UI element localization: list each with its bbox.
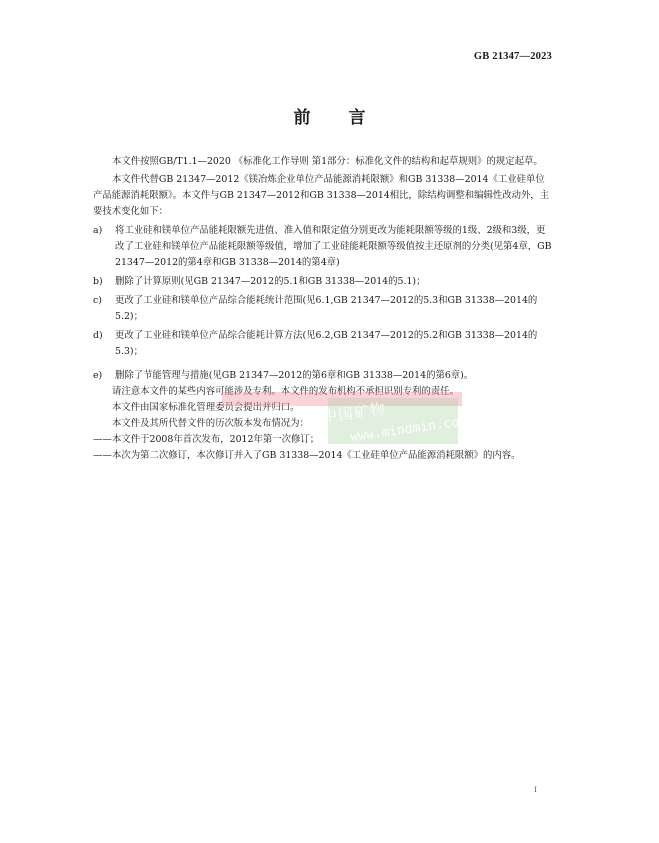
dash-marker: —— [93, 450, 112, 461]
list-item [93, 223, 554, 271]
list-item [93, 432, 554, 448]
list-item-text: 删除了节能管理与措施(见GB 21347—2012的第6章和GB 31338—2014的第6章)。 [115, 370, 474, 381]
list-item [93, 328, 554, 360]
list-item-text: 删除了计算原则(见GB 21347—2012的5.1和GB 31338—2014的5.1)； [115, 276, 426, 287]
list-item [93, 368, 554, 384]
list-marker: b) [93, 276, 103, 287]
changes-list [93, 223, 554, 384]
history-list [93, 432, 554, 464]
list-item-text: 更改了工业硅和镁单位产品综合能耗计算方法(见6.2,GB 21347—2012的5.2和GB 31338—2014的5.3)； [115, 330, 538, 357]
page-title [0, 103, 659, 128]
dash-marker: —— [93, 434, 112, 445]
paragraph-drafting-rules: 本文件按照GB/T1.1—2020 《标准化工作导则 第1部分：标准化文件的结构和起草规则》的规定起草。 [112, 156, 543, 167]
list-item-text: 本文件于2008年首次发布，2012年第一次修订； [112, 434, 320, 445]
list-marker: d) [93, 330, 103, 341]
standard-number: GB 21347—2023 [473, 51, 552, 62]
paragraph-proposer: 本文件由国家标准化管理委员会提出并归口。 [112, 402, 300, 413]
list-item-text: 将工业硅和镁单位产品能耗限额先进值、准入值和限定值分别更改为能耗限额等级的1级、2级和3级，更改了工业硅和镁单位产品能耗限额等级值，增加了工业硅能耗限额等级值按主还原剂的分类(见第4章，GB 21347—2012的第4章和GB 31338—2014的第4章) [115, 225, 552, 268]
document-body [93, 154, 554, 464]
page-number: I [534, 786, 537, 794]
list-marker: e) [93, 370, 103, 381]
title-char-1: 前 [293, 108, 311, 128]
watermark-brand: 中国矿物 [321, 399, 388, 427]
list-item [93, 274, 554, 290]
watermark-url: www.mindmin.com [349, 413, 468, 446]
list-item-text: 本次为第二次修订，本次修订并入了GB 31338—2014《工业硅单位产品能源消耗限额》的内容。 [112, 450, 521, 461]
list-item-text: 更改了工业硅和镁单位产品综合能耗统计范围(见6.1,GB 21347—2012的5.3和GB 31338—2014的5.2)； [115, 295, 538, 322]
list-marker: a) [93, 225, 103, 236]
list-item [93, 293, 554, 325]
paragraph-replacement: 本文件代替GB 21347—2012《镁冶炼企业单位产品能源消耗限额》和GB 31338—2014《工业硅单位产品能源消耗限额》。本文件与GB 21347—2012和GB 31338—2014相比，除结构调整和编辑性改动外，主要技术变化如下： [93, 174, 550, 217]
paragraph-patent-notice: 请注意本文件的某些内容可能涉及专利。本文件的发布机构不承担识别专利的责任。 [112, 386, 459, 397]
title-char-2: 言 [348, 108, 366, 128]
list-marker: c) [93, 295, 102, 306]
paragraph-history-intro: 本文件及其所代替文件的历次版本发布情况为： [112, 418, 309, 429]
list-item [93, 448, 554, 464]
